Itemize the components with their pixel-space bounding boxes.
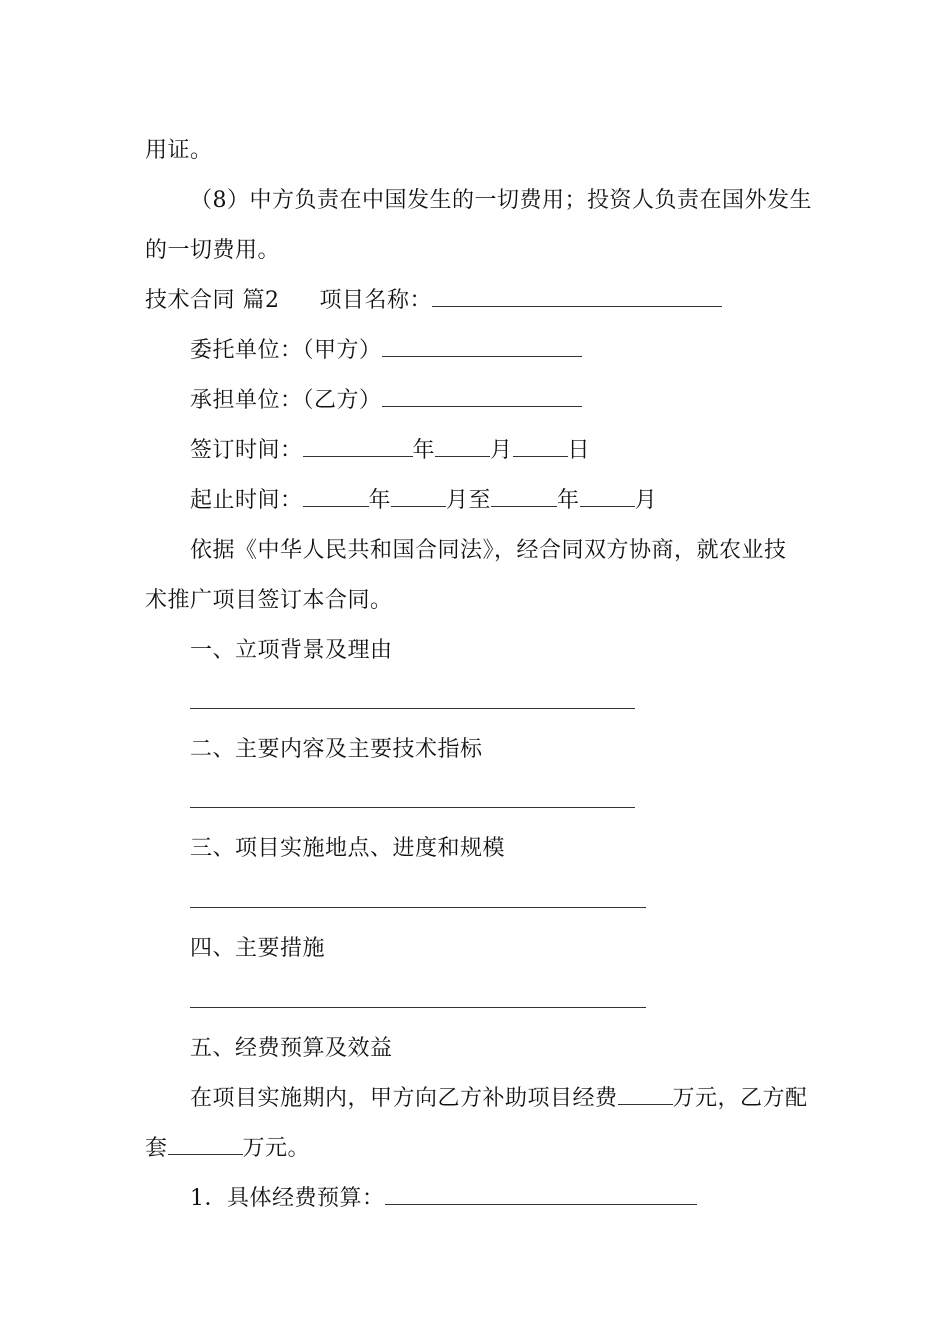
fill-in-line <box>190 708 635 709</box>
end-month-label: 月 <box>634 488 658 513</box>
entrusting-party-label: 委托单位：（甲方） <box>190 338 382 363</box>
end-month-field <box>580 486 635 507</box>
day-field <box>513 436 568 457</box>
text-line: 的一切费用。 <box>145 238 281 263</box>
budget-line <box>190 1184 697 1214</box>
matching-text: 套 <box>145 1136 168 1161</box>
contract-heading-line <box>145 286 722 316</box>
start-month-label: 月至 <box>446 488 492 513</box>
signing-date-label: 签订时间： <box>190 438 303 463</box>
project-name-label: 项目名称： <box>319 288 433 313</box>
end-year-field <box>491 486 557 507</box>
funding-unit-text: 万元，乙方配 <box>672 1086 808 1111</box>
month-field <box>435 436 490 457</box>
period-line <box>190 486 657 516</box>
year-field <box>303 436 413 457</box>
funding-amount-field <box>618 1084 673 1105</box>
period-label: 起止时间： <box>190 488 303 513</box>
year-label: 年 <box>412 438 436 463</box>
undertaking-party-field <box>382 386 582 407</box>
text-line: 用证。 <box>145 138 213 163</box>
entrusting-party-line <box>190 336 582 366</box>
matching-amount-field <box>168 1134 243 1155</box>
entrusting-party-field <box>382 336 582 357</box>
budget-label: 1．具体经费预算： <box>190 1186 385 1211</box>
fill-in-line <box>190 907 646 908</box>
undertaking-party-line <box>190 386 582 416</box>
section-heading: 二、主要内容及主要技术指标 <box>190 737 483 762</box>
contract-title: 技术合同 篇2 <box>145 288 280 313</box>
start-year-label: 年 <box>368 488 392 513</box>
month-label: 月 <box>490 438 513 463</box>
text-line: 术推广项目签订本合同。 <box>145 588 393 613</box>
start-month-field <box>391 486 446 507</box>
end-year-label: 年 <box>557 488 580 513</box>
fill-in-line <box>190 807 635 808</box>
funding-line <box>190 1084 808 1114</box>
undertaking-party-label: 承担单位：（乙方） <box>190 388 382 413</box>
signing-date-line <box>190 436 590 466</box>
matching-funding-line <box>145 1134 310 1164</box>
section-heading: 一、立项背景及理由 <box>190 638 393 663</box>
day-label: 日 <box>567 438 591 463</box>
start-year-field <box>303 486 369 507</box>
budget-field <box>385 1184 697 1205</box>
text-line: 依据《中华人民共和国合同法》，经合同双方协商，就农业技 <box>190 538 787 563</box>
funding-text: 在项目实施期内，甲方向乙方补助项目经费 <box>190 1086 618 1111</box>
section-heading: 三、项目实施地点、进度和规模 <box>190 836 506 861</box>
fill-in-line <box>190 1007 646 1008</box>
matching-unit-text: 万元。 <box>242 1136 311 1161</box>
section-heading: 五、经费预算及效益 <box>190 1036 393 1061</box>
section-heading: 四、主要措施 <box>190 936 326 961</box>
text-line: （8）中方负责在中国发生的一切费用；投资人负责在国外发生 <box>190 188 812 213</box>
project-name-field <box>432 286 722 307</box>
